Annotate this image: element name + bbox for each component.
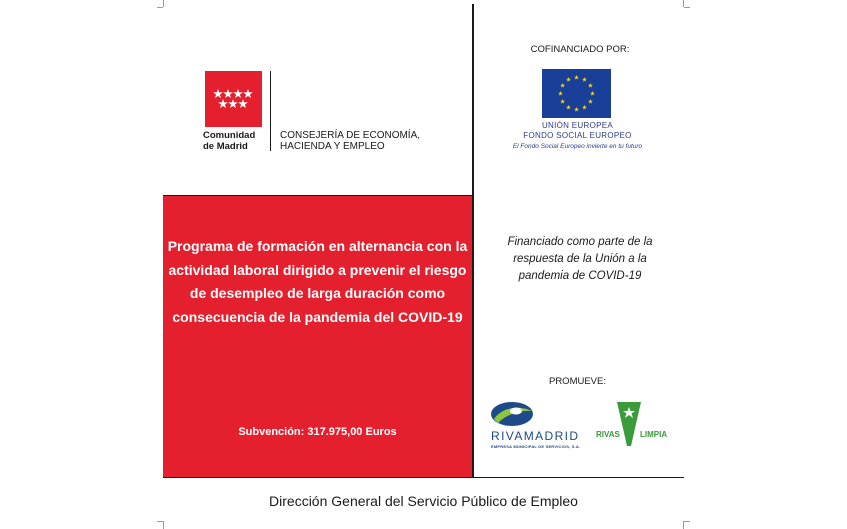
rivamadrid-subtitle: EMPRESA MUNICIPAL DE SERVICIOS, S.A. [491, 444, 581, 449]
crop-mark [684, 521, 690, 522]
crop-mark [157, 7, 163, 8]
rivas-limpia-name-right: LIMPIA [640, 430, 668, 439]
fse-tagline: El Fondo Social Europeo invierte en tu futuro [512, 143, 643, 150]
center-divider [472, 4, 474, 478]
footer-text: Dirección General del Servicio Público de Empleo [269, 493, 578, 509]
department-line1: CONSEJERÍA DE ECONOMÍA, [280, 130, 421, 141]
crop-mark [157, 521, 163, 522]
rivas-limpia-name-left: RIVAS [596, 430, 620, 439]
financed-note: Financiado como parte de la respuesta de la Unión a la pandemia de COVID-19 [507, 236, 653, 282]
madrid-name-line2: de Madrid [203, 141, 248, 152]
cofinanced-label: COFINANCIADO POR: [530, 44, 630, 55]
crop-mark [684, 7, 690, 8]
program-panel [163, 196, 472, 477]
crop-mark [163, 521, 164, 529]
crop-mark [683, 521, 684, 529]
seven-stars-icon [205, 71, 262, 127]
rivamadrid-name: RIVAMADRID [491, 429, 580, 443]
fse-name: FONDO SOCIAL EUROPEO [523, 131, 632, 140]
madrid-logo-name [203, 130, 267, 152]
eu-flag-icon [542, 69, 611, 118]
promoters-label: PROMUEVE: [548, 376, 606, 387]
department-line2: HACIENDA Y EMPLEO [280, 141, 385, 152]
rivas-limpia-logo-icon [617, 402, 641, 451]
subsidy-amount: Subvención: 317.975,00 Euros [238, 426, 397, 438]
footer-divider [163, 477, 684, 478]
crop-mark [163, 0, 164, 7]
eu-name: UNIÓN EUROPEA [541, 121, 614, 130]
crop-mark [683, 0, 684, 7]
program-title: Programa de formación en alternancia con la actividad laboral dirigido a prevenir el riesgo de desempleo de larga duración como consecuencia de la pandemia del COVID-19 [167, 238, 468, 325]
department-name [280, 130, 420, 152]
madrid-logo-separator [270, 71, 271, 151]
madrid-name-line1: Comunidad [203, 130, 256, 141]
